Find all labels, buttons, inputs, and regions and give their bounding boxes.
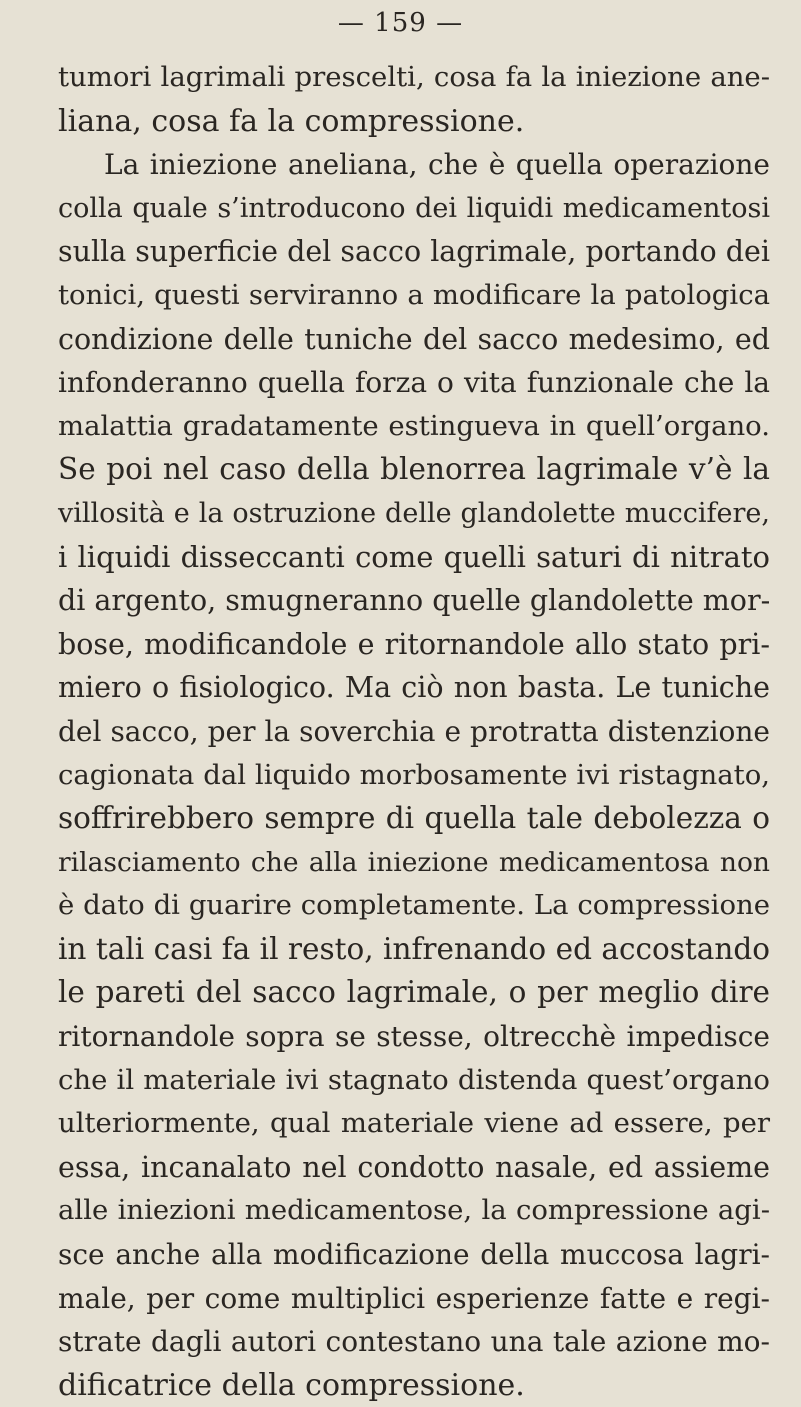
text-line: soffrirebbero sempre di quella tale debolezza o [58, 801, 770, 836]
text-line: sulla superficie del sacco lagrimale, portando dei [58, 235, 770, 269]
text-line: sce anche alla modificazione della muccosa lagri- [58, 1238, 770, 1272]
text-line: che il materiale ivi stagnato distenda quest’organo [58, 1063, 770, 1096]
text-line: rilasciamento che alla iniezione medicamentosa non [58, 846, 770, 878]
text-line: liana, cosa fa la compressione. [58, 103, 525, 139]
text-line: infonderanno quella forza o vita funzionale che la [58, 366, 770, 400]
text-line: in tali casi fa il resto, infrenando ed accostando [58, 931, 770, 966]
text-line: del sacco, per la soverchia e protratta distenzione [58, 714, 770, 748]
text-line: dificatrice della compressione. [58, 1367, 525, 1403]
text-line: bose, modificandole e ritornandole allo stato pri- [58, 627, 770, 661]
text-line: male, per come multiplici esperienze fatte e regi- [58, 1281, 770, 1315]
text-line: tonici, questi serviranno a modificare la patologica [58, 278, 770, 311]
text-line: villosità e la ostruzione delle glandolette muccifere, [58, 497, 770, 529]
text-line: malattia gradatamente estingueva in quell’organo. [58, 409, 770, 442]
text-line: miero o fisiologico. Ma ciò non basta. Le tuniche [58, 671, 770, 705]
text-line: strate dagli autori contestano una tale azione mo- [58, 1325, 770, 1359]
text-line: La iniezione aneliana, che è quella operazione [104, 148, 770, 182]
text-line: i liquidi disseccanti come quelli saturi di nitrato [58, 539, 770, 574]
text-line: condizione delle tuniche del sacco medesimo, ed [58, 322, 770, 356]
body-text [58, 56, 770, 1407]
text-line: colla quale s’introducono dei liquidi medicamentosi [58, 192, 770, 224]
text-line: essa, incanalato nel condotto nasale, ed assieme [58, 1150, 770, 1184]
text-line: ritornandole sopra se stesse, oltrecchè impedisce [58, 1020, 770, 1054]
text-line: è dato di guarire completamente. La compressione [58, 889, 770, 922]
text-line: Se poi nel caso della blenorrea lagrimale v’è la [58, 452, 770, 487]
text-line: le pareti del sacco lagrimale, o per meglio dire [58, 975, 770, 1010]
text-line: di argento, smugneranno quelle glandolette mor- [58, 584, 771, 618]
text-line: cagionata dal liquido morbosamente ivi ristagnato, [58, 758, 770, 791]
text-line: ulteriormente, qual materiale viene ad essere, per [58, 1107, 770, 1140]
page-number: — 159 — [337, 8, 464, 38]
text-line: tumori lagrimali prescelti, cosa fa la iniezione ane- [58, 61, 770, 93]
text-line: alle iniezioni medicamentose, la compressione agi- [58, 1194, 770, 1227]
